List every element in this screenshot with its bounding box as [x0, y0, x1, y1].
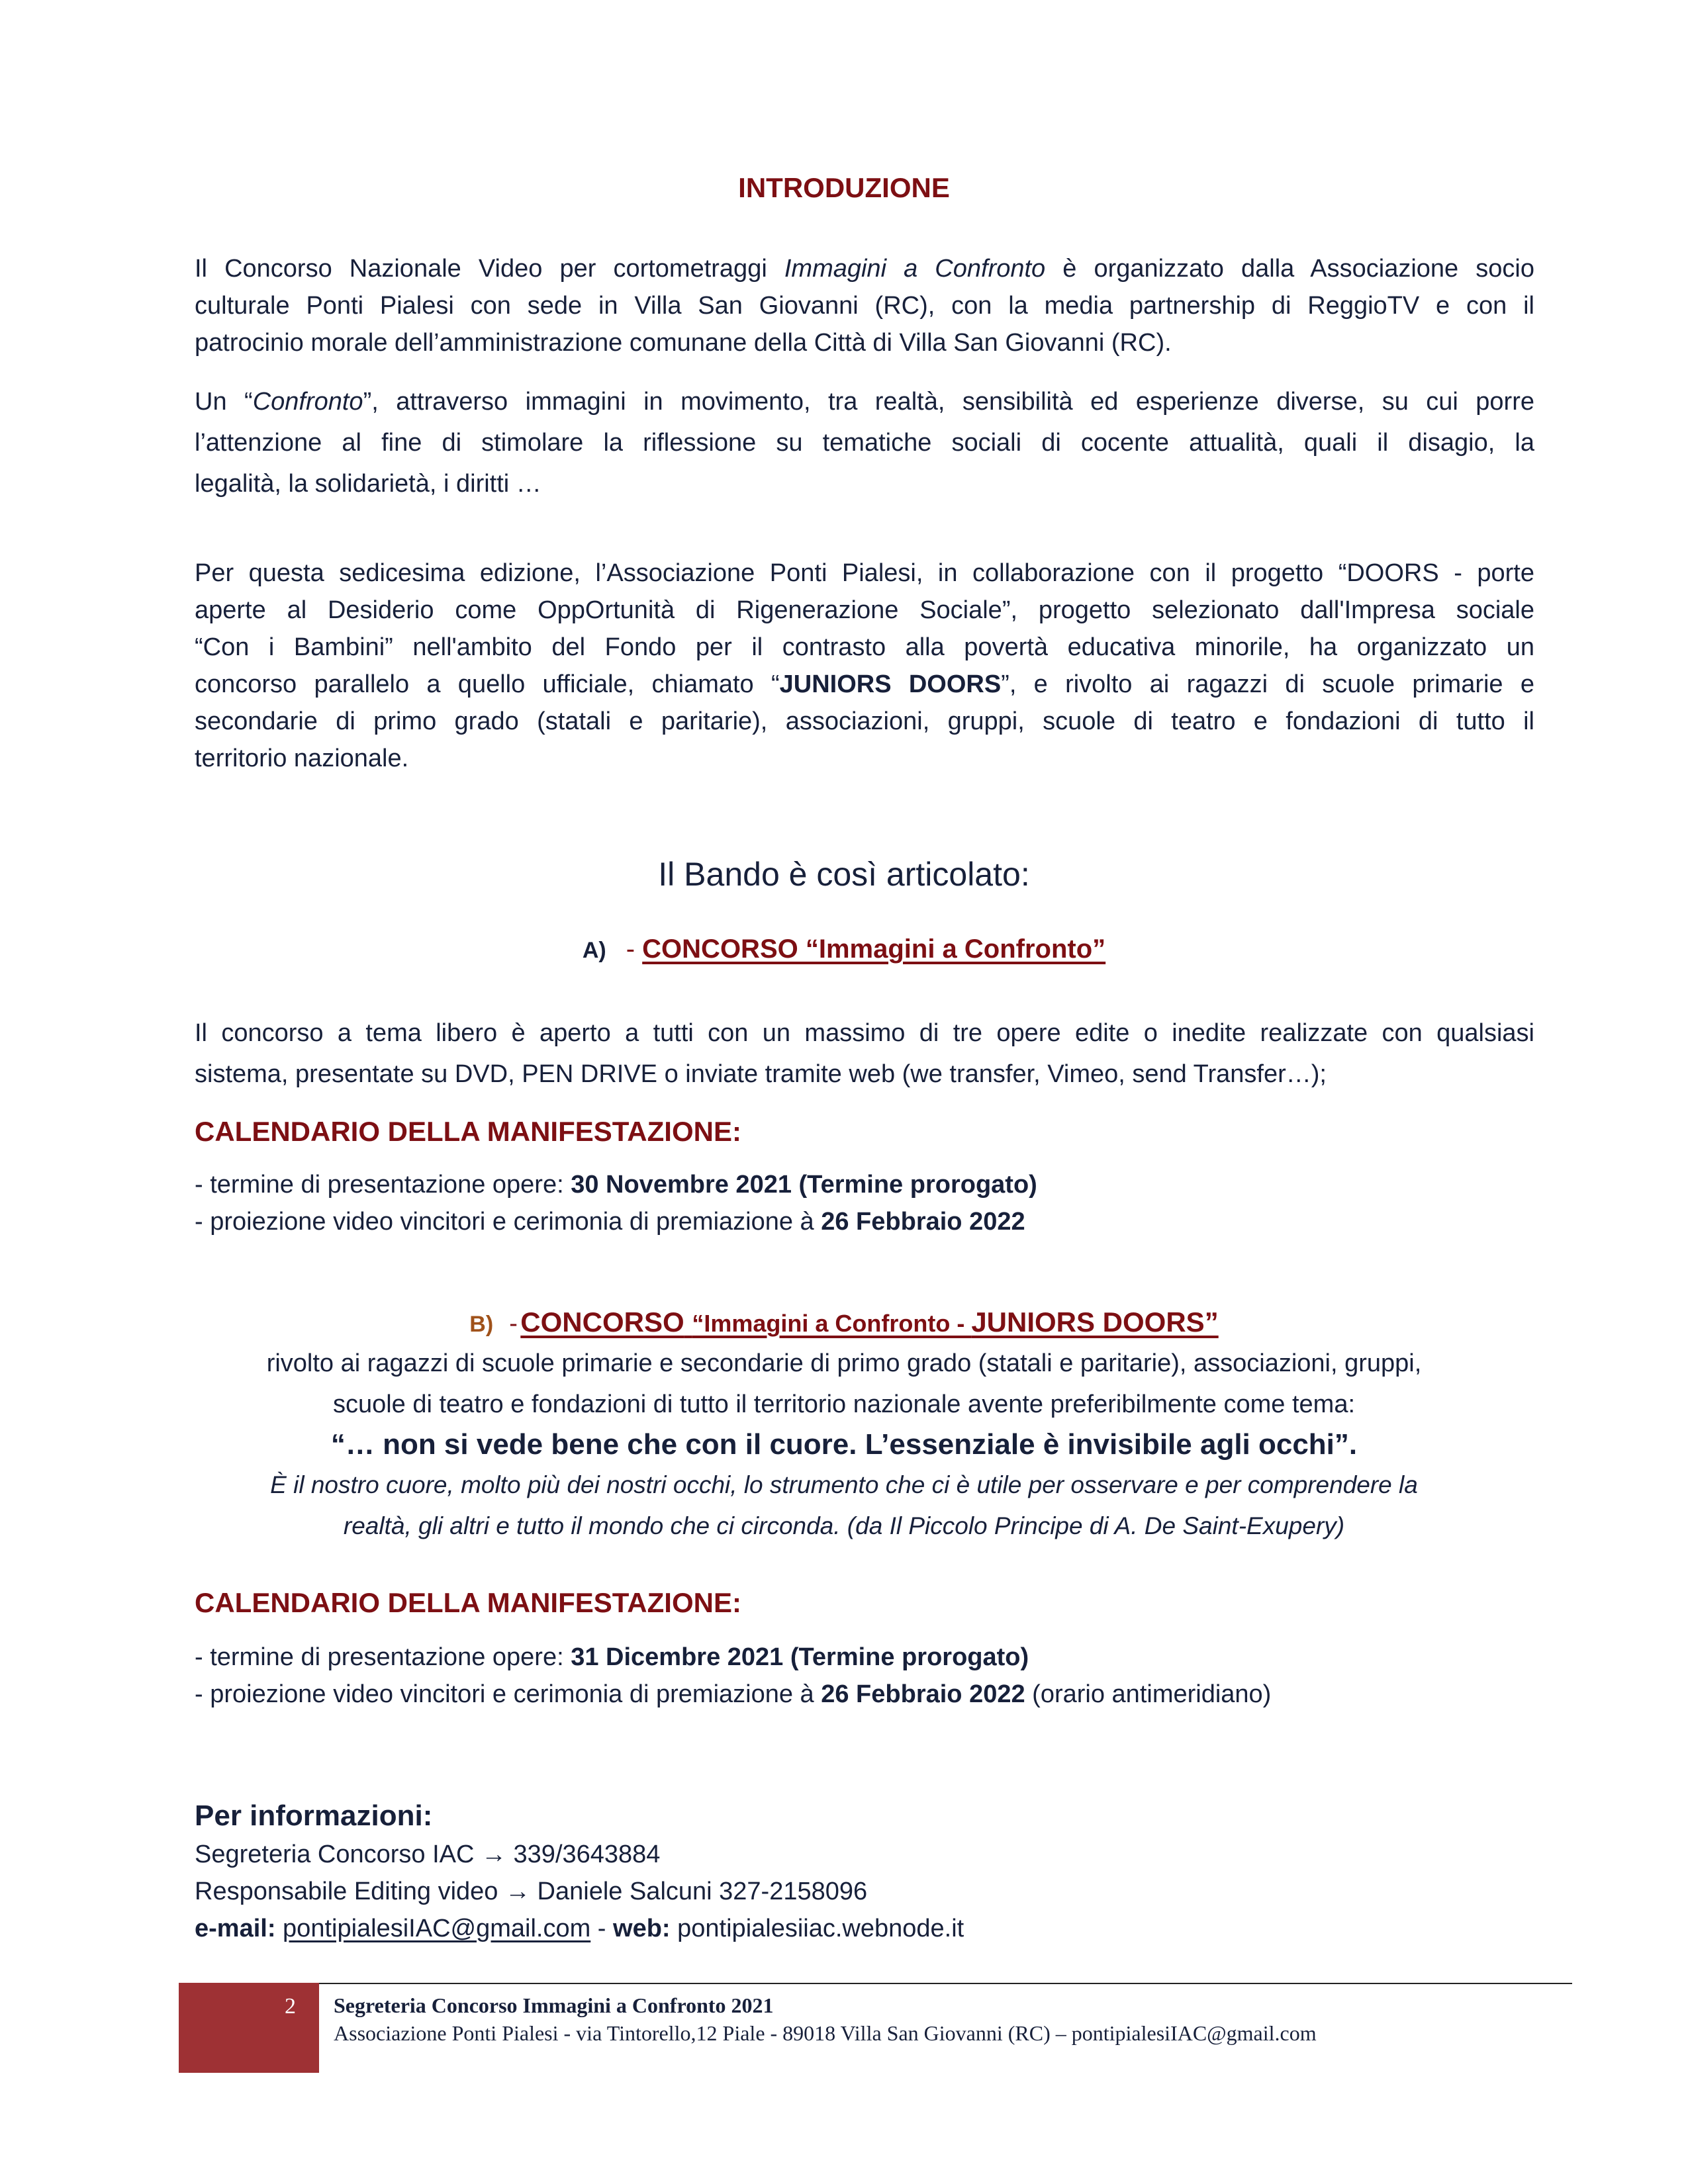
- web-link[interactable]: pontipialesiiac.webnode.it: [677, 1915, 964, 1942]
- info-segreteria: [195, 1836, 660, 1873]
- p3-line4-start: concorso parallelo a quello ufficiale, chiamato “: [195, 670, 780, 698]
- section-b-letter: B): [469, 1312, 494, 1337]
- arrow-right-icon: →: [481, 1841, 506, 1868]
- p1-line3: patrocinio morale dell’amministrazione comunane della Città di Villa San Giovanni (RC).: [195, 329, 1172, 357]
- calendar-a-2-label: - proiezione video vincitori e cerimonia di premiazione à: [195, 1208, 821, 1236]
- footer-address: Associazione Ponti Pialesi - via Tintorello,12 Piale - 89018 Villa San Giovanni (RC) – pontipialesiIAC@gmail.com: [334, 2021, 1317, 2045]
- contact-separator: -: [590, 1915, 614, 1942]
- section-b-quote: “… non si vede bene che con il cuore. L’essenziale è invisibile agli occhi”.: [330, 1428, 1358, 1461]
- section-a-desc-line2: sistema, presentate su DVD, PEN DRIVE o inviate tramite web (we transfer, Vimeo, send Transfer…);: [195, 1060, 1327, 1088]
- p3-line4-end: ”, e rivolto ai ragazzi di scuole primarie e: [1001, 670, 1534, 698]
- juniors-doors-bold: JUNIORS DOORS: [779, 670, 1002, 698]
- p3-line1: Per questa sedicesima edizione, l’Associazione Ponti Pialesi, in collaborazione con il progetto “DOORS - porte: [195, 559, 1534, 587]
- footer-title: Segreteria Concorso Immagini a Confronto 2021: [334, 1993, 774, 2017]
- section-a-desc-line1: Il concorso a tema libero è aperto a tutti con un massimo di tre opere edite o inedite realizzate con qualsiasi: [195, 1019, 1534, 1047]
- section-b-calendar-item-1: [195, 1639, 1029, 1676]
- p3-line3: “Con i Bambini” nell'ambito del Fondo per il contrasto alla povertà educativa minorile, ha organizzato un: [195, 633, 1534, 661]
- info-contacts: [195, 1910, 964, 1947]
- section-a-heading: [0, 929, 1688, 970]
- section-a-letter: A): [582, 938, 606, 963]
- section-b-desc-line2: scuole di teatro e fondazioni di tutto il territorio nazionale avente preferibilmente come tema:: [332, 1390, 1356, 1418]
- calendar-b-2-note: (orario antimeridiano): [1025, 1680, 1272, 1708]
- p2-confronto-italic: Confronto: [252, 388, 363, 416]
- section-a-label: CONCORSO “Immagini a Confronto”: [642, 934, 1106, 964]
- calendar-a-1-label: - termine di presentazione opere:: [195, 1171, 571, 1199]
- section-b-calendar-title: CALENDARIO DELLA MANIFESTAZIONE:: [195, 1587, 741, 1618]
- footer-page-box: [179, 1983, 319, 2073]
- info-editing: [195, 1873, 867, 1910]
- p3-line6: territorio nazionale.: [195, 745, 409, 772]
- section-b-label-juniors: JUNIORS DOORS”: [971, 1306, 1219, 1338]
- bando-title: Il Bando è così articolato:: [658, 856, 1030, 893]
- p1-line2: culturale Ponti Pialesi con sede in Villa San Giovanni (RC), con la media partnership di ReggioTV e con il: [195, 292, 1534, 320]
- p3-line2: aperte al Desiderio come OppOrtunità di Rigenerazione Sociale”, progetto selezionato dall'Impresa sociale: [195, 596, 1534, 624]
- section-b-italic-line2: realtà, gli altri e tutto il mondo che ci circonda. (da Il Piccolo Principe di A. De Saint-Exupery): [343, 1512, 1345, 1539]
- section-b-desc-line1: rivolto ai ragazzi di scuole primarie e secondarie di primo grado (statali e paritarie), associazioni, gruppi,: [266, 1349, 1422, 1377]
- calendar-b-1-date: 31 Dicembre 2021 (Termine prorogato): [571, 1643, 1029, 1671]
- email-label: e-mail:: [195, 1915, 276, 1942]
- info-segreteria-phone: 339/3643884: [506, 1841, 661, 1868]
- p2-line3: legalità, la solidarietà, i diritti …: [195, 470, 541, 498]
- section-a-calendar-item-1: [195, 1166, 1037, 1203]
- info-editing-label: Responsabile Editing video: [195, 1878, 505, 1905]
- section-b-dash: -: [509, 1310, 518, 1338]
- intro-paragraph-3: [195, 555, 1534, 777]
- p2-line1-start: Un “: [195, 388, 253, 416]
- p1-title-italic: Immagini a Confronto: [784, 255, 1046, 283]
- section-b-label-title: “Immagini a Confronto -: [692, 1310, 972, 1337]
- p1-line1-text: Il Concorso Nazionale Video per cortometraggi: [195, 255, 784, 283]
- web-label: web:: [613, 1915, 671, 1942]
- section-a-dash: -: [626, 934, 635, 964]
- section-b-italic-line1: È il nostro cuore, molto più dei nostri occhi, lo strumento che ci è utile per osservare e per comprendere la: [270, 1471, 1418, 1498]
- info-title: Per informazioni:: [195, 1799, 433, 1832]
- p2-line1-end: ”, attraverso immagini in movimento, tra realtà, sensibilità ed esperienze diverse, su cui porre: [363, 388, 1534, 416]
- footer-divider: [319, 1983, 1572, 1984]
- calendar-a-2-date: 26 Febbraio 2022: [821, 1208, 1025, 1236]
- section-a-calendar-item-2: [195, 1203, 1025, 1240]
- section-b-calendar-item-2: [195, 1676, 1271, 1713]
- intro-paragraph-1: [195, 250, 1534, 361]
- intro-paragraph-2: [195, 381, 1534, 504]
- page-number: 2: [285, 1994, 296, 2019]
- intro-heading: INTRODUZIONE: [738, 172, 950, 203]
- email-link[interactable]: pontipialesiIAC@gmail.com: [283, 1915, 591, 1942]
- section-a-calendar-title: CALENDARIO DELLA MANIFESTAZIONE:: [195, 1116, 741, 1147]
- p3-line5: secondarie di primo grado (statali e paritarie), associazioni, gruppi, scuole di teatro e fondazioni di tutto il: [195, 707, 1534, 735]
- calendar-b-2-date: 26 Febbraio 2022: [821, 1680, 1025, 1708]
- p2-line2: l’attenzione al fine di stimolare la riflessione su tematiche sociali di cocente attualità, quali il disagio, la: [195, 429, 1534, 457]
- calendar-b-1-label: - termine di presentazione opere:: [195, 1643, 571, 1671]
- calendar-a-1-date: 30 Novembre 2021 (Termine prorogato): [571, 1171, 1037, 1199]
- arrow-right-icon: →: [504, 1878, 530, 1905]
- section-a-description: [195, 1013, 1534, 1095]
- section-b-heading: [0, 1302, 1688, 1349]
- p1-line1-end: è organizzato dalla Associazione socio: [1045, 255, 1534, 283]
- section-b-label-concorso: CONCORSO: [520, 1306, 684, 1338]
- calendar-b-2-label: - proiezione video vincitori e cerimonia di premiazione à: [195, 1680, 821, 1708]
- info-segreteria-label: Segreteria Concorso IAC: [195, 1841, 481, 1868]
- info-editing-contact: Daniele Salcuni 327-2158096: [530, 1878, 868, 1905]
